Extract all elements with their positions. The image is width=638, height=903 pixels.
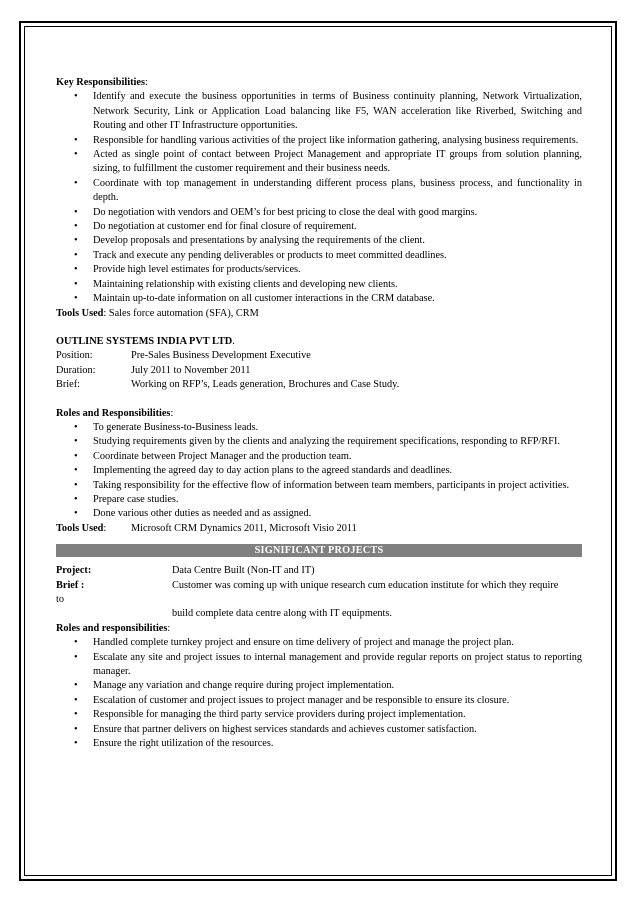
project-brief-value: Customer was coming up with unique research cum education institute for which they require [172, 579, 559, 591]
tools-used-label: Tools Used [56, 307, 104, 319]
project-roles-heading: Roles and responsibilities [56, 622, 168, 634]
list-item: • Manage any variation and change require during project implementation. [56, 679, 582, 693]
list-item: • Done various other duties as needed and as assigned. [56, 507, 582, 521]
tools-used-line-2 [56, 522, 582, 536]
list-item: • Provide high level estimates for products/services. [56, 263, 582, 277]
roles-heading-colon: : [170, 407, 174, 419]
project-brief-label: Brief : [56, 579, 85, 591]
list-item: • Escalation of customer and project issues to project manager and be responsible to ensure its closure. [56, 694, 582, 708]
resume-content [56, 76, 582, 751]
list-item: • Identify and execute the business opportunities in terms of Business continuity planning, Network Virtualization, Network Security, Link or Application Load balancing like F5, WAN acceleration like Riverbed, Switching and Routing and other IT Infrastructure opportunities. [56, 90, 582, 133]
tools-used-label: Tools Used [56, 522, 104, 534]
heading-colon: : [144, 77, 148, 88]
list-item: • Ensure the right utilization of the resources. [56, 737, 582, 751]
duration-value: July 2011 to November 2011 [131, 364, 251, 376]
tools-used-value: : Sales force automation (SFA), CRM [103, 307, 259, 319]
list-item: • Coordinate between Project Manager and the production team. [56, 450, 582, 464]
list-item: • Track and execute any pending deliverables or products to meet committed deadlines. [56, 249, 582, 263]
brief-label: Brief: [56, 379, 81, 391]
key-responsibilities-heading [56, 76, 582, 90]
duration-row [56, 364, 582, 378]
list-item: • Escalate any site and project issues to internal management and provide regular reports on project status to reporting manager. [56, 651, 582, 680]
roles-heading-line [56, 407, 582, 421]
list-item: • Responsible for managing the third party service providers during project implementation. [56, 708, 582, 722]
list-item: • Do negotiation with vendors and OEM’s for best pricing to close the deal with good margins. [56, 206, 582, 220]
list-item: • Do negotiation at customer end for final closure of requirement. [56, 220, 582, 234]
project-roles-colon: : [167, 622, 171, 634]
tools-used-value: Microsoft CRM Dynamics 2011, Microsoft Visio 2011 [131, 522, 357, 534]
list-item: • To generate Business-to-Business leads. [56, 421, 582, 435]
brief-row [56, 378, 582, 392]
list-item: • Maintaining relationship with existing clients and developing new clients. [56, 278, 582, 292]
brief-value: Working on RFP’s, Leads generation, Brochures and Case Study. [131, 379, 400, 391]
company-name-line [56, 335, 582, 349]
list-item: • Coordinate with top management in understanding different process plans, business process, and functionality in depth. [56, 177, 582, 206]
position-value: Pre-Sales Business Development Executive [131, 350, 311, 362]
project-brief-row [56, 579, 582, 593]
list-item: • Handled complete turnkey project and ensure on time delivery of project and manage the project plan. [56, 636, 582, 650]
list-item: • Taking responsibility for the effective flow of information between team members, participants in project activities. [56, 479, 582, 493]
list-item: • Maintain up-to-date information on all customer interactions in the CRM database. [56, 292, 582, 306]
roles-list [56, 421, 582, 522]
project-brief-continuation: build complete data centre along with IT equipments. [172, 608, 392, 620]
tools-used-line [56, 307, 582, 321]
company-name: OUTLINE SYSTEMS INDIA PVT LTD [56, 335, 233, 347]
position-label: Position: [56, 350, 93, 362]
project-row [56, 564, 582, 578]
company-name-dot: . [232, 335, 235, 347]
position-row [56, 349, 582, 363]
project-brief-to: to [56, 594, 65, 605]
list-item: • Responsible for handling various activities of the project like information gathering, analysing business requirements. [56, 134, 582, 148]
list-item: • Studying requirements given by the clients and analyzing the requirement specifications, responding to RFP/RFI. [56, 435, 582, 449]
list-item: • Implementing the agreed day to day action plans to the agreed standards and deadlines. [56, 464, 582, 478]
list-item: • Ensure that partner delivers on highest services standards and achieves customer satisfaction. [56, 723, 582, 737]
list-item: • Develop proposals and presentations by analysing the requirements of the client. [56, 234, 582, 248]
significant-projects-header: SIGNIFICANT PROJECTS [56, 544, 582, 557]
tools-used-colon: : [103, 522, 107, 534]
key-responsibilities-list [56, 90, 582, 306]
project-label: Project: [56, 565, 92, 577]
list-item: • Acted as single point of contact between Project Management and appropriate IT groups from solution planning, sizing, to fulfillment the customer requirement and their business needs. [56, 148, 582, 177]
roles-heading: Roles and Responsibilities [56, 407, 171, 419]
project-roles-list [56, 636, 582, 751]
duration-label: Duration: [56, 364, 96, 376]
project-value: Data Centre Built (Non-IT and IT) [172, 565, 315, 577]
list-item: • Prepare case studies. [56, 493, 582, 507]
key-responsibilities-title: Key Responsibilities [56, 77, 145, 88]
project-roles-heading-line [56, 622, 582, 636]
